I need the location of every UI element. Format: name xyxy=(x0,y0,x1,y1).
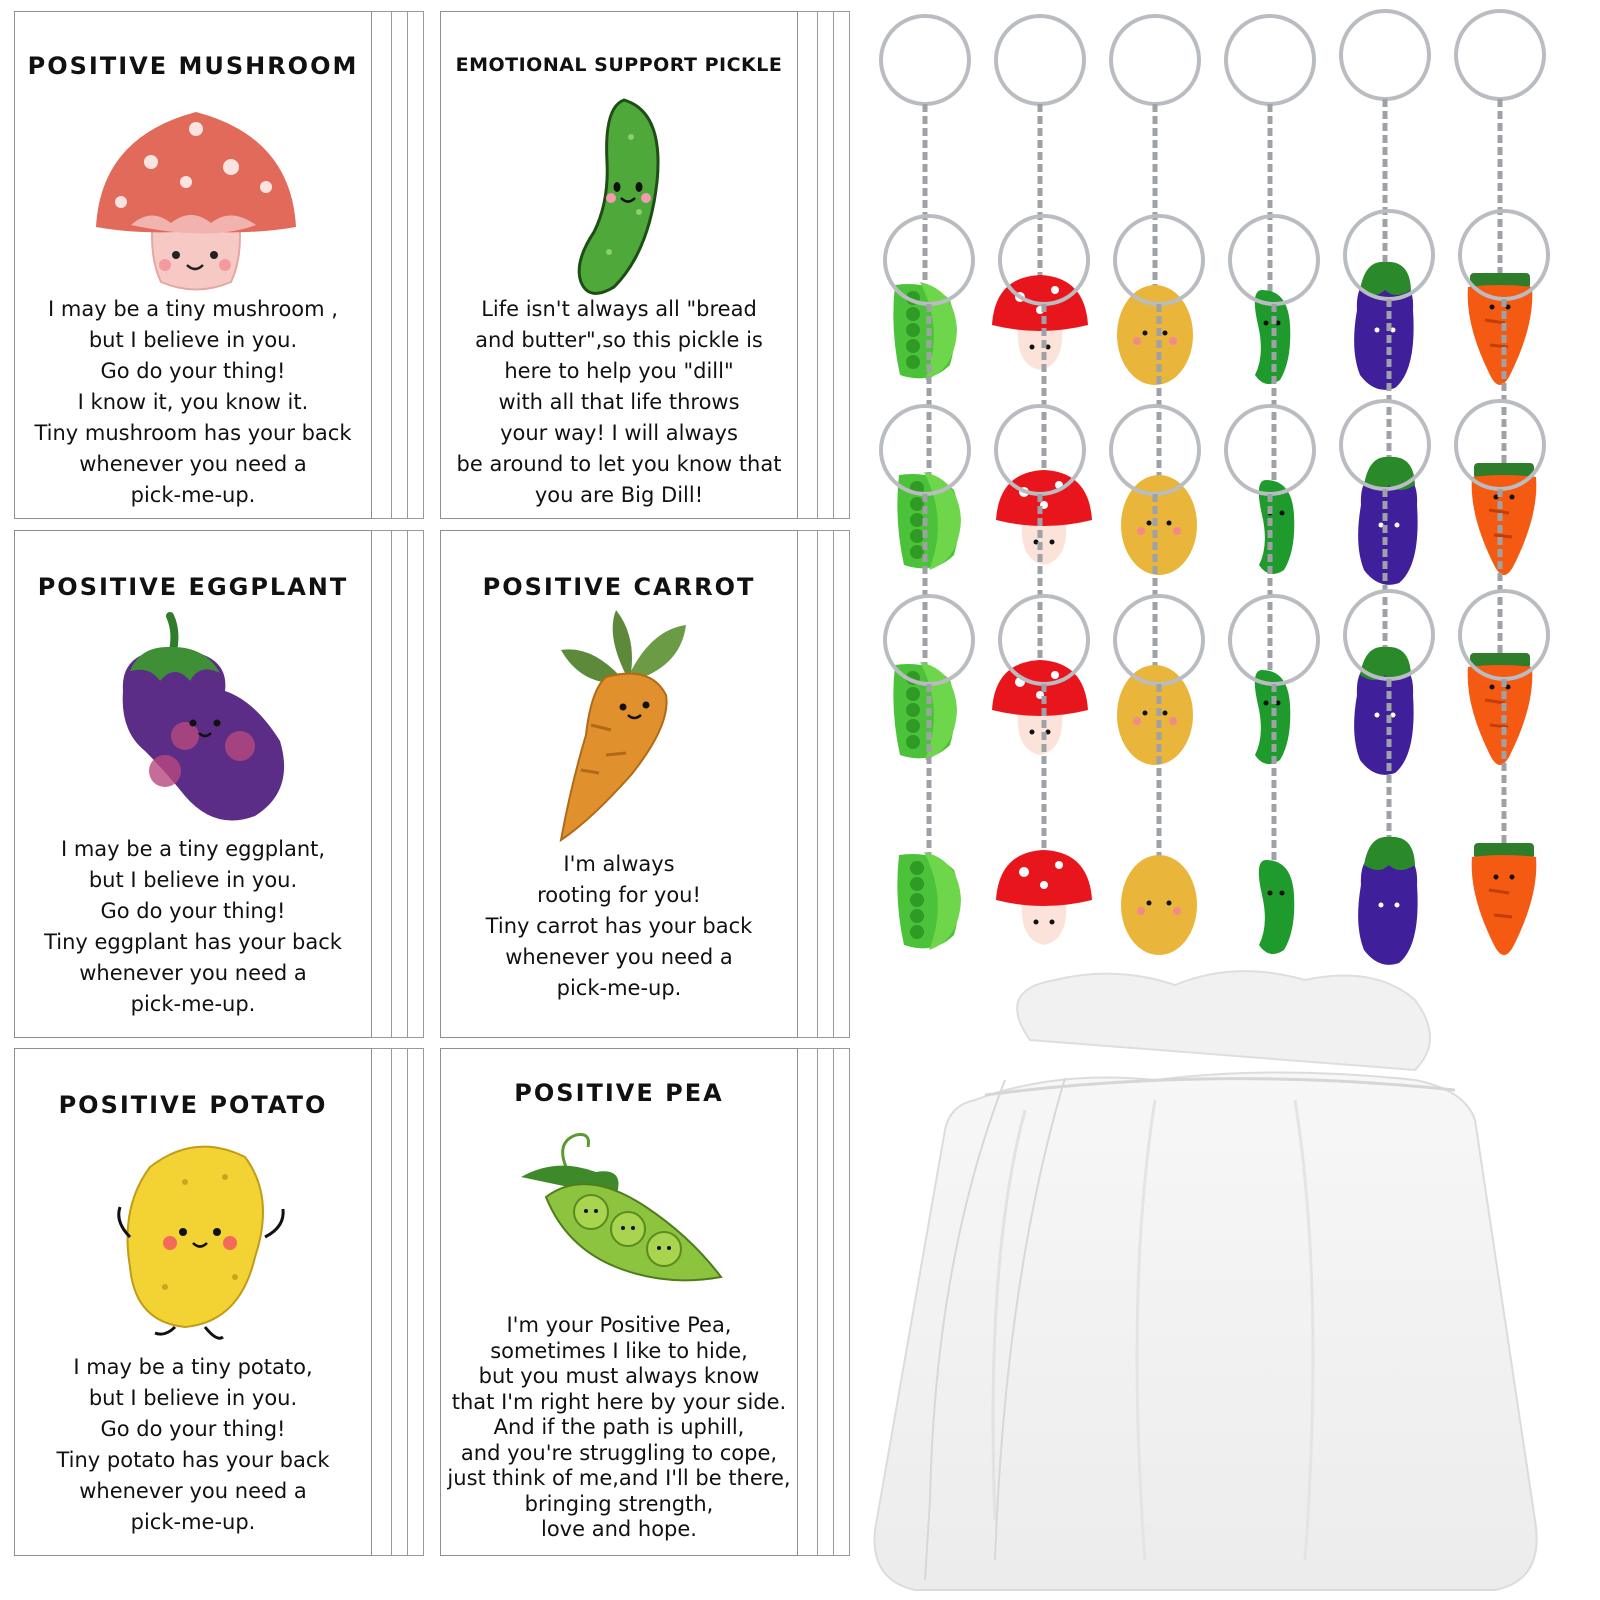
card-stack-pickle xyxy=(440,11,850,519)
eggplant-charm-icon xyxy=(1354,262,1413,390)
mushroom-charm-icon xyxy=(996,850,1092,945)
keychains-area xyxy=(870,0,1600,1000)
key-ring xyxy=(996,16,1084,104)
card-message: Life isn't always all "bread and butter",so this pickle is here to help you "dill" with all that life throws your way! I will always be around to let you know that you are Big Dill! xyxy=(456,297,782,507)
keychain-column-eggplant xyxy=(1341,11,1433,965)
keychain-column-mushroom xyxy=(992,16,1092,945)
card-pea xyxy=(440,1048,798,1556)
eggplant-icon xyxy=(115,611,295,831)
keychain-column-potato xyxy=(1111,16,1203,955)
potato-charm-icon xyxy=(1121,855,1197,955)
card-stack-potato xyxy=(14,1048,424,1556)
card-title: POSITIVE CARROT xyxy=(482,573,756,601)
pickle-charm-icon xyxy=(1259,860,1294,954)
key-ring xyxy=(881,16,969,104)
pickle-icon xyxy=(569,92,669,302)
carrot-charm-icon xyxy=(1472,843,1537,955)
mushroom-charm-icon xyxy=(992,275,1088,370)
pea-pod-icon xyxy=(516,1127,726,1287)
organza-bag-icon xyxy=(855,960,1575,1600)
keychain-column-pea xyxy=(881,16,973,950)
card-title: POSITIVE MUSHROOM xyxy=(27,52,359,80)
eggplant-charm-icon xyxy=(1358,837,1417,965)
card-stack-pea xyxy=(440,1048,850,1556)
card-carrot xyxy=(440,530,798,1038)
card-potato xyxy=(14,1048,372,1556)
key-ring xyxy=(1226,16,1314,104)
key-ring xyxy=(1341,11,1429,99)
card-stack-mushroom xyxy=(14,11,424,519)
card-message: I may be a tiny mushroom , but I believe in you. Go do your thing! I know it, you know it. Tiny mushroom has your back whenever you need a pick-me-up. xyxy=(34,297,352,507)
card-eggplant xyxy=(14,530,372,1038)
mushroom-icon xyxy=(91,107,301,297)
card-title: POSITIVE POTATO xyxy=(58,1091,328,1119)
card-title: POSITIVE EGGPLANT xyxy=(37,573,349,601)
key-ring xyxy=(1230,216,1318,304)
keychain-column-pickle xyxy=(1226,16,1318,954)
card-title: POSITIVE PEA xyxy=(514,1079,724,1107)
eggplant-charm-icon xyxy=(1354,647,1413,775)
card-message: I may be a tiny potato, but I believe in you. Go do your thing! Tiny potato has your back whenever you need a pick-me-up. xyxy=(56,1355,330,1534)
carrot-icon xyxy=(551,605,701,845)
key-ring xyxy=(1230,596,1318,684)
keychain-column-carrot xyxy=(1456,11,1548,955)
key-ring xyxy=(1456,11,1544,99)
pea-charm-icon xyxy=(897,852,961,950)
card-message: I'm your Positive Pea, sometimes I like to hide, but you must always know that I'm right here by your side. And if the path is uphill, and you're struggling to cope, just think of me,and I'll be there, bringing strength, love and hope. xyxy=(447,1313,791,1541)
card-title: EMOTIONAL SUPPORT PICKLE xyxy=(455,54,783,76)
card-stack-eggplant xyxy=(14,530,424,1038)
potato-icon xyxy=(105,1137,305,1347)
card-message: I may be a tiny eggplant, but I believe in you. Go do your thing! Tiny eggplant has your back whenever you need a pick-me-up. xyxy=(44,837,342,1016)
card-pickle xyxy=(440,11,798,519)
card-stack-carrot xyxy=(440,530,850,1038)
eggplant-charm-icon xyxy=(1358,457,1417,585)
card-mushroom xyxy=(14,11,372,519)
key-ring xyxy=(1111,16,1199,104)
card-message: I'm always rooting for you! Tiny carrot has your back whenever you need a pick-me-up. xyxy=(485,852,753,1000)
